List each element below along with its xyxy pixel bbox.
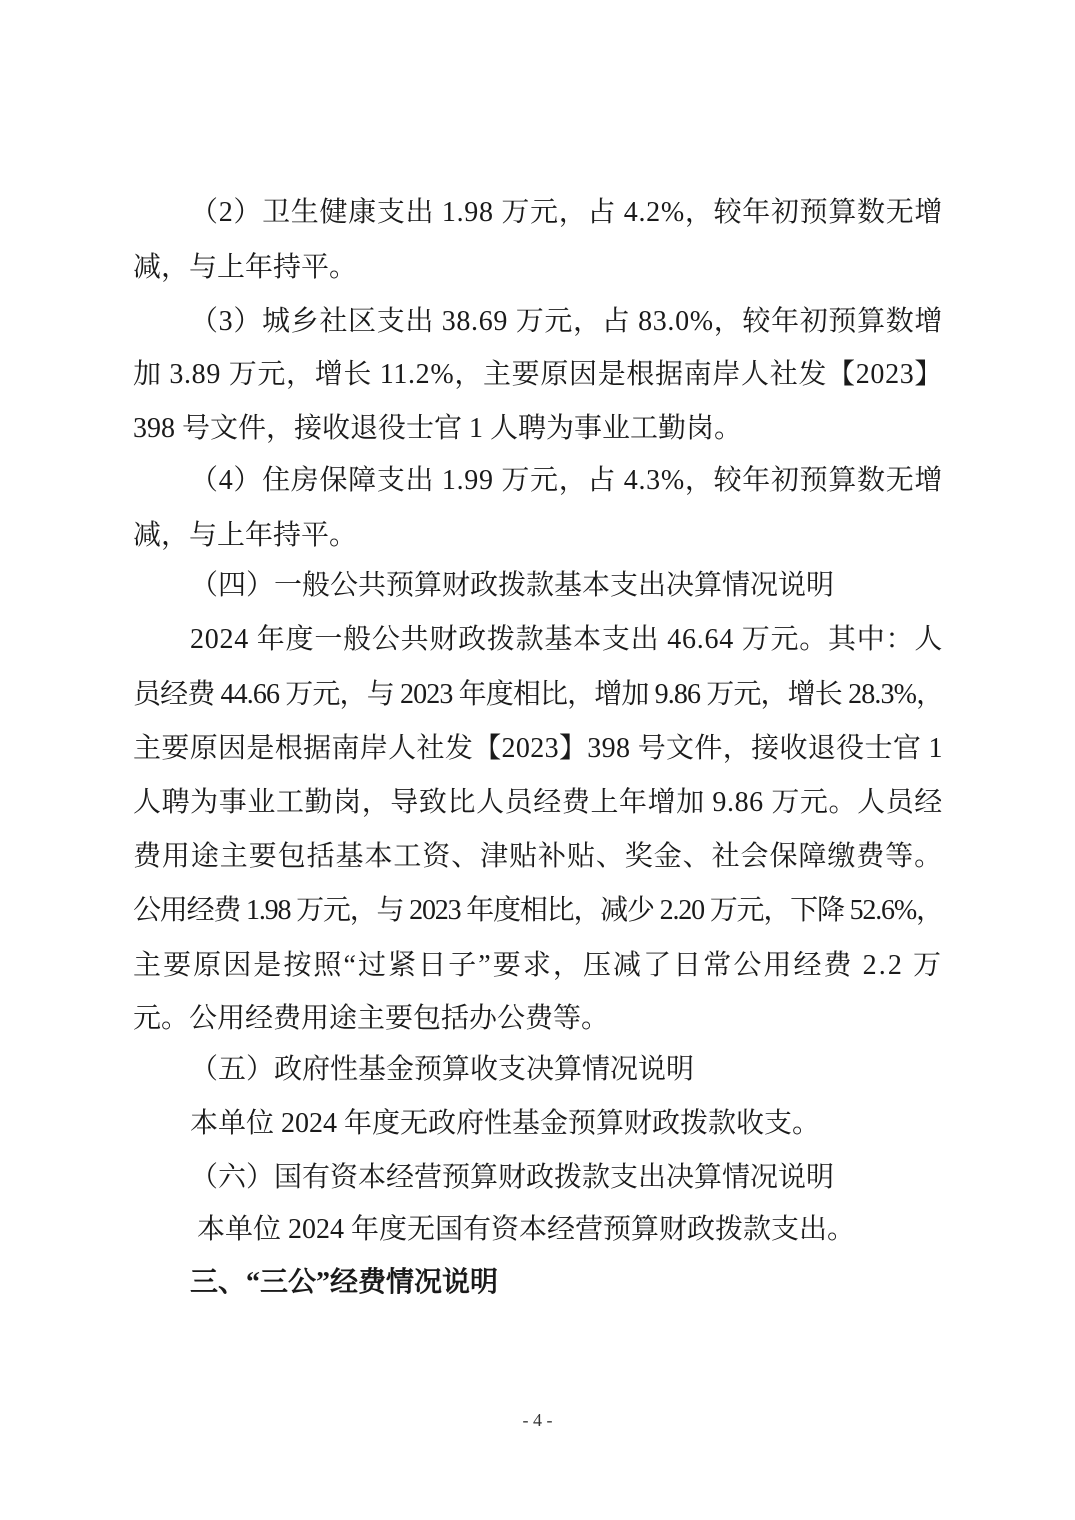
paragraph-line: 主要原因是根据南岸人社发【2023】398 号文件，接收退役士官 1 — [133, 733, 943, 764]
paragraph-line: 减，与上年持平。 — [133, 252, 358, 283]
paragraph-line: 人聘为事业工勤岗，导致比人员经费上年增加 9.86 万元。人员经 — [133, 787, 943, 818]
page-number: - 4 - — [522, 1410, 553, 1430]
paragraph-line: 2024 年度一般公共财政拨款基本支出 46.64 万元。其中：人 — [190, 624, 944, 655]
paragraph-line: 主要原因是按照“过紧日子”要求，压减了日常公用经费 2.2 万 — [133, 950, 944, 981]
paragraph-line: 员经费 44.66 万元，与 2023 年度相比，增加 9.86 万元，增长 28.3%， — [133, 679, 944, 710]
paragraph-line: 398 号文件，接收退役士官 1 人聘为事业工勤岗。 — [133, 413, 743, 444]
section-heading: （五）政府性基金预算收支决算情况说明 — [190, 1054, 695, 1085]
paragraph-line: 元。公用经费用途主要包括办公费等。 — [133, 1003, 610, 1034]
paragraph-line: 减，与上年持平。 — [133, 520, 358, 551]
paragraph-line: 本单位 2024 年度无政府性基金预算财政拨款收支。 — [190, 1108, 821, 1139]
paragraph-line: 本单位 2024 年度无国有资本经营预算财政拨款支出。 — [197, 1214, 856, 1245]
paragraph-line: （4）住房保障支出 1.99 万元，占 4.3%，较年初预算数无增 — [190, 465, 944, 496]
paragraph-line: 加 3.89 万元，增长 11.2%，主要原因是根据南岸人社发【2023】 — [133, 359, 944, 390]
chapter-heading: 三、“三公”经费情况说明 — [190, 1267, 499, 1298]
paragraph-line: 公用经费 1.98 万元，与 2023 年度相比，减少 2.20 万元，下降 52.6%， — [133, 895, 943, 926]
section-heading: （四）一般公共预算财政拨款基本支出决算情况说明 — [190, 570, 835, 601]
paragraph-line: （2）卫生健康支出 1.98 万元，占 4.2%，较年初预算数无增 — [190, 197, 944, 228]
section-heading: （六）国有资本经营预算财政拨款支出决算情况说明 — [190, 1162, 835, 1193]
paragraph-line: 费用途主要包括基本工资、津贴补贴、奖金、社会保障缴费等。 — [133, 841, 944, 872]
paragraph-line: （3）城乡社区支出 38.69 万元，占 83.0%，较年初预算数增 — [190, 306, 944, 337]
